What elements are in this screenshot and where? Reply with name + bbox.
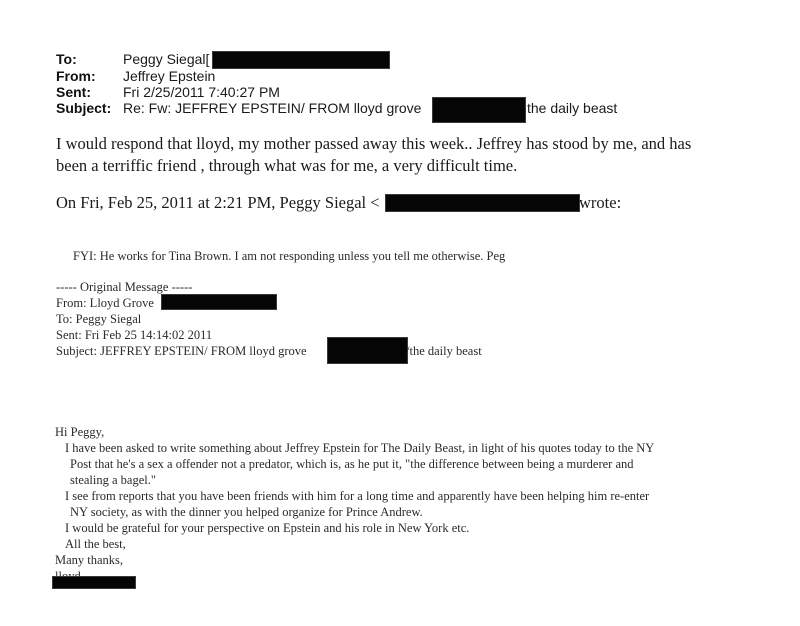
to-value: Peggy Siegal[	[123, 51, 210, 67]
redaction-original-subject	[327, 337, 408, 364]
original-sent: Sent: Fri Feb 25 14:14:02 2011	[56, 328, 213, 342]
letter-line: Post that he's a sex a offender not a predator, which is, as he put it, "the difference between being a murderer and	[70, 457, 634, 471]
redaction-to-email	[212, 51, 390, 69]
letter-line: NY society, as with the dinner you helped organize for Prince Andrew.	[70, 505, 423, 519]
to-label: To:	[56, 51, 77, 67]
letter-line: stealing a bagel."	[70, 473, 156, 487]
subject-label: Subject:	[56, 100, 112, 116]
letter-greeting: Hi Peggy,	[55, 425, 105, 439]
original-subject-suffix: /the daily beast	[406, 344, 482, 358]
reply-line-2: been a terriffic friend , through what was for me, a very difficult time.	[56, 156, 518, 175]
original-to: To: Peggy Siegal	[56, 312, 142, 326]
quote-intro-text: On Fri, Feb 25, 2011 at 2:21 PM, Peggy Siegal <	[56, 193, 380, 212]
redaction-original-from-email	[161, 294, 277, 310]
reply-line-1: I would respond that lloyd, my mother passed away this week.. Jeffrey has stood by me, and has	[56, 134, 692, 153]
letter-line: I would be grateful for your perspective on Epstein and his role in New York etc.	[65, 521, 470, 535]
original-subject: Subject: JEFFREY EPSTEIN/ FROM lloyd grove	[56, 344, 307, 358]
sent-label: Sent:	[56, 84, 91, 100]
letter-line: I see from reports that you have been friends with him for a long time and apparently have been helping him re-enter	[65, 489, 650, 503]
original-divider: ----- Original Message -----	[56, 280, 193, 294]
redaction-signature	[52, 576, 136, 589]
from-label: From:	[56, 68, 96, 84]
subject-value: Re: Fw: JEFFREY EPSTEIN/ FROM lloyd grove	[123, 100, 422, 116]
original-from: From: Lloyd Grove	[56, 296, 154, 310]
redaction-sender-email	[385, 194, 580, 212]
quote-intro-wrote: wrote:	[579, 193, 622, 212]
letter-line: All the best,	[65, 537, 126, 551]
letter-line: I have been asked to write something about Jeffrey Epstein for The Daily Beast, in light of his quotes today to the NY	[65, 441, 655, 455]
letter-closing: Many thanks,	[55, 553, 124, 567]
fyi-note: FYI: He works for Tina Brown. I am not responding unless you tell me otherwise. Peg	[73, 249, 506, 263]
sent-value: Fri 2/25/2011 7:40:27 PM	[123, 84, 280, 100]
redaction-subject-email	[432, 97, 526, 123]
from-value: Jeffrey Epstein	[123, 68, 216, 84]
subject-value-suffix: the daily beast	[527, 100, 618, 116]
